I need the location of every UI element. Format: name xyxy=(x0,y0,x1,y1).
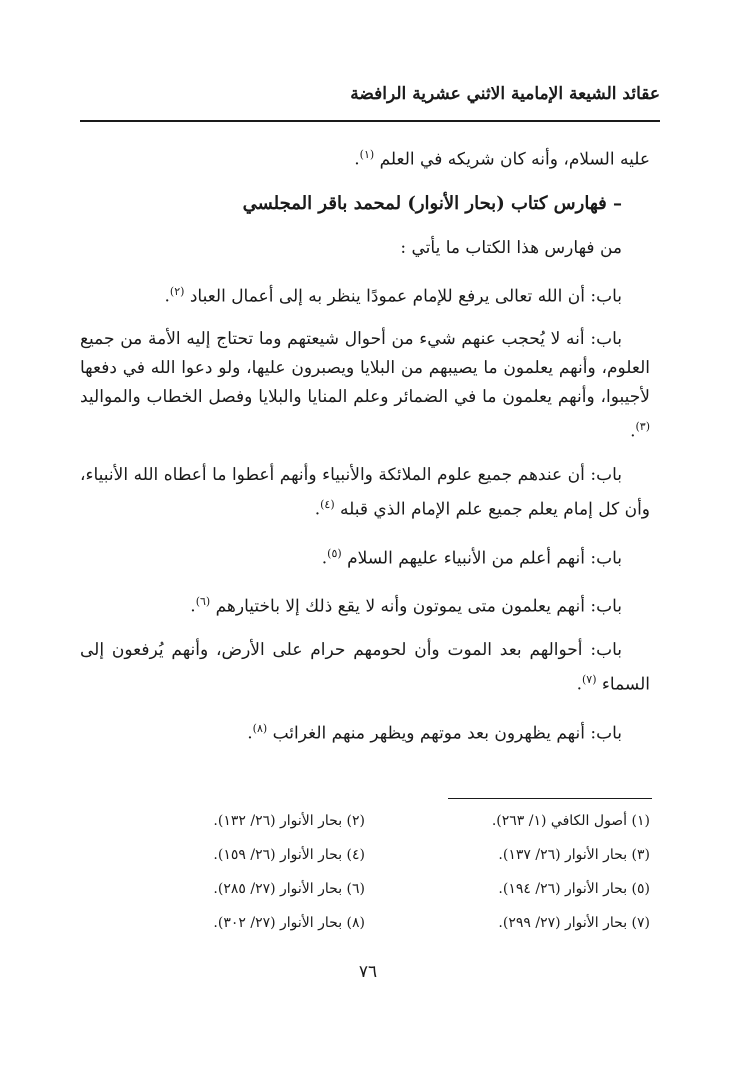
header-rule xyxy=(80,120,660,122)
footnote-ref[interactable]: (٤) xyxy=(320,497,335,511)
footnote-ref[interactable]: (٦) xyxy=(195,595,211,609)
body-text xyxy=(80,140,650,762)
footnote-ref[interactable]: (٢) xyxy=(169,284,185,298)
footnote-8: (٨) بحار الأنوار (٢٧/ ٣٠٢). xyxy=(213,915,365,931)
paragraph-continuation: عليه السلام، وأنه كان شريكه في العلم $^{(١)}$. xyxy=(354,148,650,170)
footnote-rule xyxy=(448,798,652,799)
footnote-ref[interactable]: (٨) xyxy=(252,721,268,735)
chapter-entry: باب: أنهم أعلم من الأنبياء عليهم السلام $^{(٥)}$. xyxy=(321,546,622,569)
footnote-5: (٥) بحار الأنوار (٢٦/ ١٩٤). xyxy=(498,881,650,897)
chapter-entry: باب: أنهم يعلمون متى يموتون وأنه لا يقع ذلك إلا باختيارهم $^{(٦)}$. xyxy=(190,595,622,617)
chapter-entry: باب: أن عندهم جميع علوم الملائكة والأنبياء وأنهم أعطوا ما أعطاه الله الأنبياء، وأن كل إمام يعلم جميع علم الإمام الذي قبله $^{(٤)}$. xyxy=(80,464,650,520)
footnote-ref[interactable]: (٥) xyxy=(327,546,342,560)
footnote-ref[interactable]: (١) xyxy=(359,148,375,161)
chapter-entry: باب: أنه لا يُحجب عنهم شيء من أحوال شيعتهم وما تحتاج إليه الأمة من جميع العلوم، وأنهم يعلمون ما يصيبهم من البلايا ويصبرون عليها، ولو دعوا الله في دفعها لأجيبوا، وأنهم يعلمون ما في الضمائر وعلم المنايا والبلايا وفصل الخطاب والمواليد $^{(٣)}$. xyxy=(80,329,650,442)
footnote-ref[interactable]: (٧) xyxy=(582,672,597,686)
footnote-4: (٤) بحار الأنوار (٢٦/ ١٥٩). xyxy=(213,847,365,863)
section-subheading: – فهارس كتاب (بحار الأنوار) لمحمد باقر المجلسي xyxy=(242,192,622,214)
page-number: ٧٦ xyxy=(358,962,378,982)
running-header: عقائد الشيعة الإمامية الاثني عشرية الرافضة xyxy=(350,84,660,104)
footnote-3: (٣) بحار الأنوار (٢٦/ ١٣٧). xyxy=(498,847,650,863)
chapter-entry: باب: أحوالهم بعد الموت وأن لحومهم حرام على الأرض، وأنهم يُرفعون إلى السماء $^{(٧)}$. xyxy=(80,639,650,695)
chapter-entry: باب: أنهم يظهرون بعد موتهم ويظهر منهم الغرائب $^{(٨)}$. xyxy=(247,721,622,744)
footnote-1: (١) أصول الكافي (١/ ٢٦٣). xyxy=(491,813,650,829)
footnote-6: (٦) بحار الأنوار (٢٧/ ٢٨٥). xyxy=(213,881,365,897)
footnote-7: (٧) بحار الأنوار (٢٧/ ٢٩٩). xyxy=(498,915,650,931)
footnote-2: (٢) بحار الأنوار (٢٦/ ١٣٢). xyxy=(213,813,365,829)
footnotes xyxy=(110,810,650,934)
intro-line: من فهارس هذا الكتاب ما يأتي : xyxy=(400,237,622,258)
chapter-entry: باب: أن الله تعالى يرفع للإمام عمودًا ينظر به إلى أعمال العباد $^{(٢)}$. xyxy=(164,284,622,307)
footnote-ref[interactable]: (٣) xyxy=(635,420,650,434)
